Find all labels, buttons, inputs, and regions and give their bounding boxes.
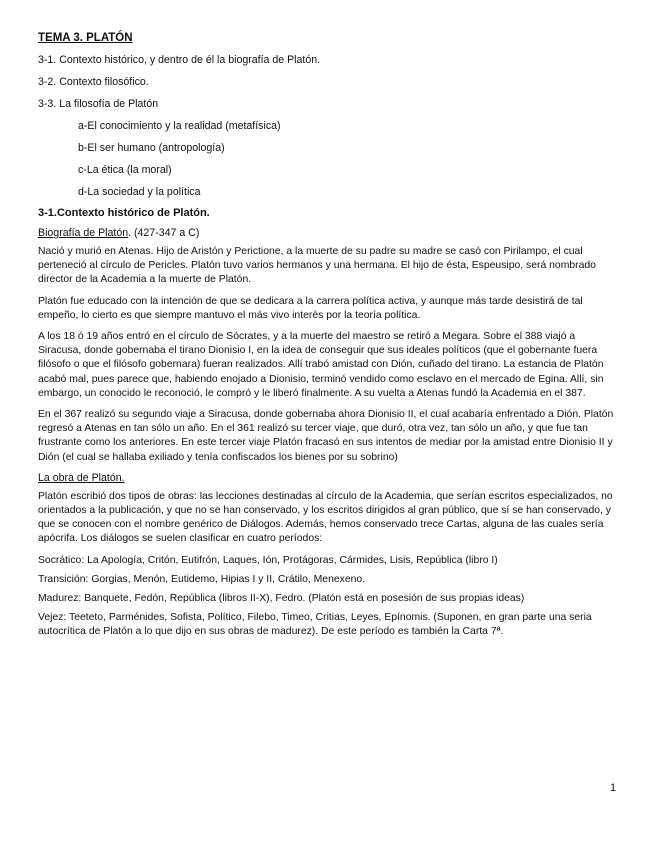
document-page xyxy=(38,32,616,645)
document-title: TEMA 3. PLATÓN xyxy=(38,32,133,44)
period-transition: Transición: Gorgias, Menón, Eutidemo, Hipias I y II, Crátilo, Menexeno. xyxy=(38,573,366,585)
page-number: 1 xyxy=(610,782,617,794)
period-maturity: Madurez: Banquete, Fedón, República (libros II-X), Fedro. (Platón está en posesión de sus propias ideas) xyxy=(38,593,525,605)
works-heading-label: La obra de Platón. xyxy=(38,471,125,484)
biography-paragraph-4: En el 367 realizó su segundo viaje a Siracusa, donde gobernaba ahora Dionisio II, el cual acabaría enfrentado a Dión. Platón regresó a Atenas en tan sólo un año. En el 361 realizó su tercer viaje, que duró, otra vez, tan sólo un año, y que fue tan frustrante como los anteriores. En este tercer viaje Platón fracasó en sus intentos de mediar por la amistad entre Dionisio II y Dión (el cual se hallaba exiliado y tenía confiscados los bienes por su sobrino) xyxy=(38,409,614,463)
toc-item-3: 3-3. La filosofía de Platón xyxy=(38,98,159,110)
works-paragraph: Platón escribió dos tipos de obras: las lecciones destinadas al círculo de la Academia, que serían escritos especializados, no orientados a la publicación, y que no se han conservado, y los escritos dirigidos al gran público, que sí se han conservado, y que se conocen con el nombre genérico de Diálogos. Además, hemos conservado trece Cartas, alguna de las cuales sería apócrifa. Los diálogos se suelen clasificar en cuatro períodos: xyxy=(38,490,613,545)
toc-subitem-a: a-El conocimiento y la realidad (metafísica) xyxy=(78,120,281,132)
biography-dates: . (427-347 a C) xyxy=(128,227,200,239)
period-socratic: Socrático: La Apología, Critón, Eutifrón, Laques, Ión, Protágoras, Cármides, Lisis, República (libro I) xyxy=(38,554,498,566)
biography-paragraph-1: Nació y murió en Atenas. Hijo de Aristón y Perictione, a la muerte de su padre su madre se casó con Pirilampo, el cual perteneció al círculo de Pericles. Platón tuvo varios hermanos y una hermana. El hijo de ésta, Espeusipo, será nombrado director de la Academia a la muerte de Platón. xyxy=(38,246,596,286)
works-heading xyxy=(38,472,616,484)
toc-subitem-d: d-La sociedad y la política xyxy=(78,186,201,198)
toc-subitem-c: c-La ética (la moral) xyxy=(78,164,172,176)
toc-item-1: 3-1. Contexto histórico, y dentro de él la biografía de Platón. xyxy=(38,54,321,66)
biography-paragraph-2: Platón fue educado con la intención de que se dedicara a la carrera política activa, y aunque más tarde desistirá de tal empeño, lo cierto es que siempre mantuvo el más vivo interés por la teoría política. xyxy=(38,295,583,321)
biography-heading xyxy=(38,227,616,239)
biography-heading-label: Biografía de Platón xyxy=(38,227,129,239)
biography-paragraph-3: A los 18 ó 19 años entró en el círculo de Sócrates, y a la muerte del maestro se retiró a Megara. Sobre el 388 viajó a Siracusa, donde gobernaba el tirano Dionisio I, en la idea de conseguir que sus ideales políticos (que el gobernante fuera filósofo o que el filósofo gobernara) fueran realizados. Allí trabó amistad con Dión, cuñado del tirano. La estancia de Platón acabó mal, pues parece que, habiendo enojado a Dionisio, terminó vendido como esclavo en el mercado de Egina. Allí, sin embargo, un conocido le reconoció, le compró y le liberó finalmente. A su vuelta a Atenas fundó la Academia en el 387. xyxy=(38,331,604,399)
section-heading: 3-1.Contexto histórico de Platón. xyxy=(38,207,210,219)
period-old-age: Vejez: Teeteto, Parménides, Sofista, Político, Filebo, Timeo, Critias, Leyes, Epínomis. (Suponen, en gran parte una seria autocrítica de Platón a lo que dijo en sus obras de madurez). De este período es también la Carta 7ª. xyxy=(38,612,592,638)
toc-subitem-b: b-El ser humano (antropología) xyxy=(78,142,225,154)
toc-item-2: 3-2. Contexto filosófico. xyxy=(38,76,149,88)
